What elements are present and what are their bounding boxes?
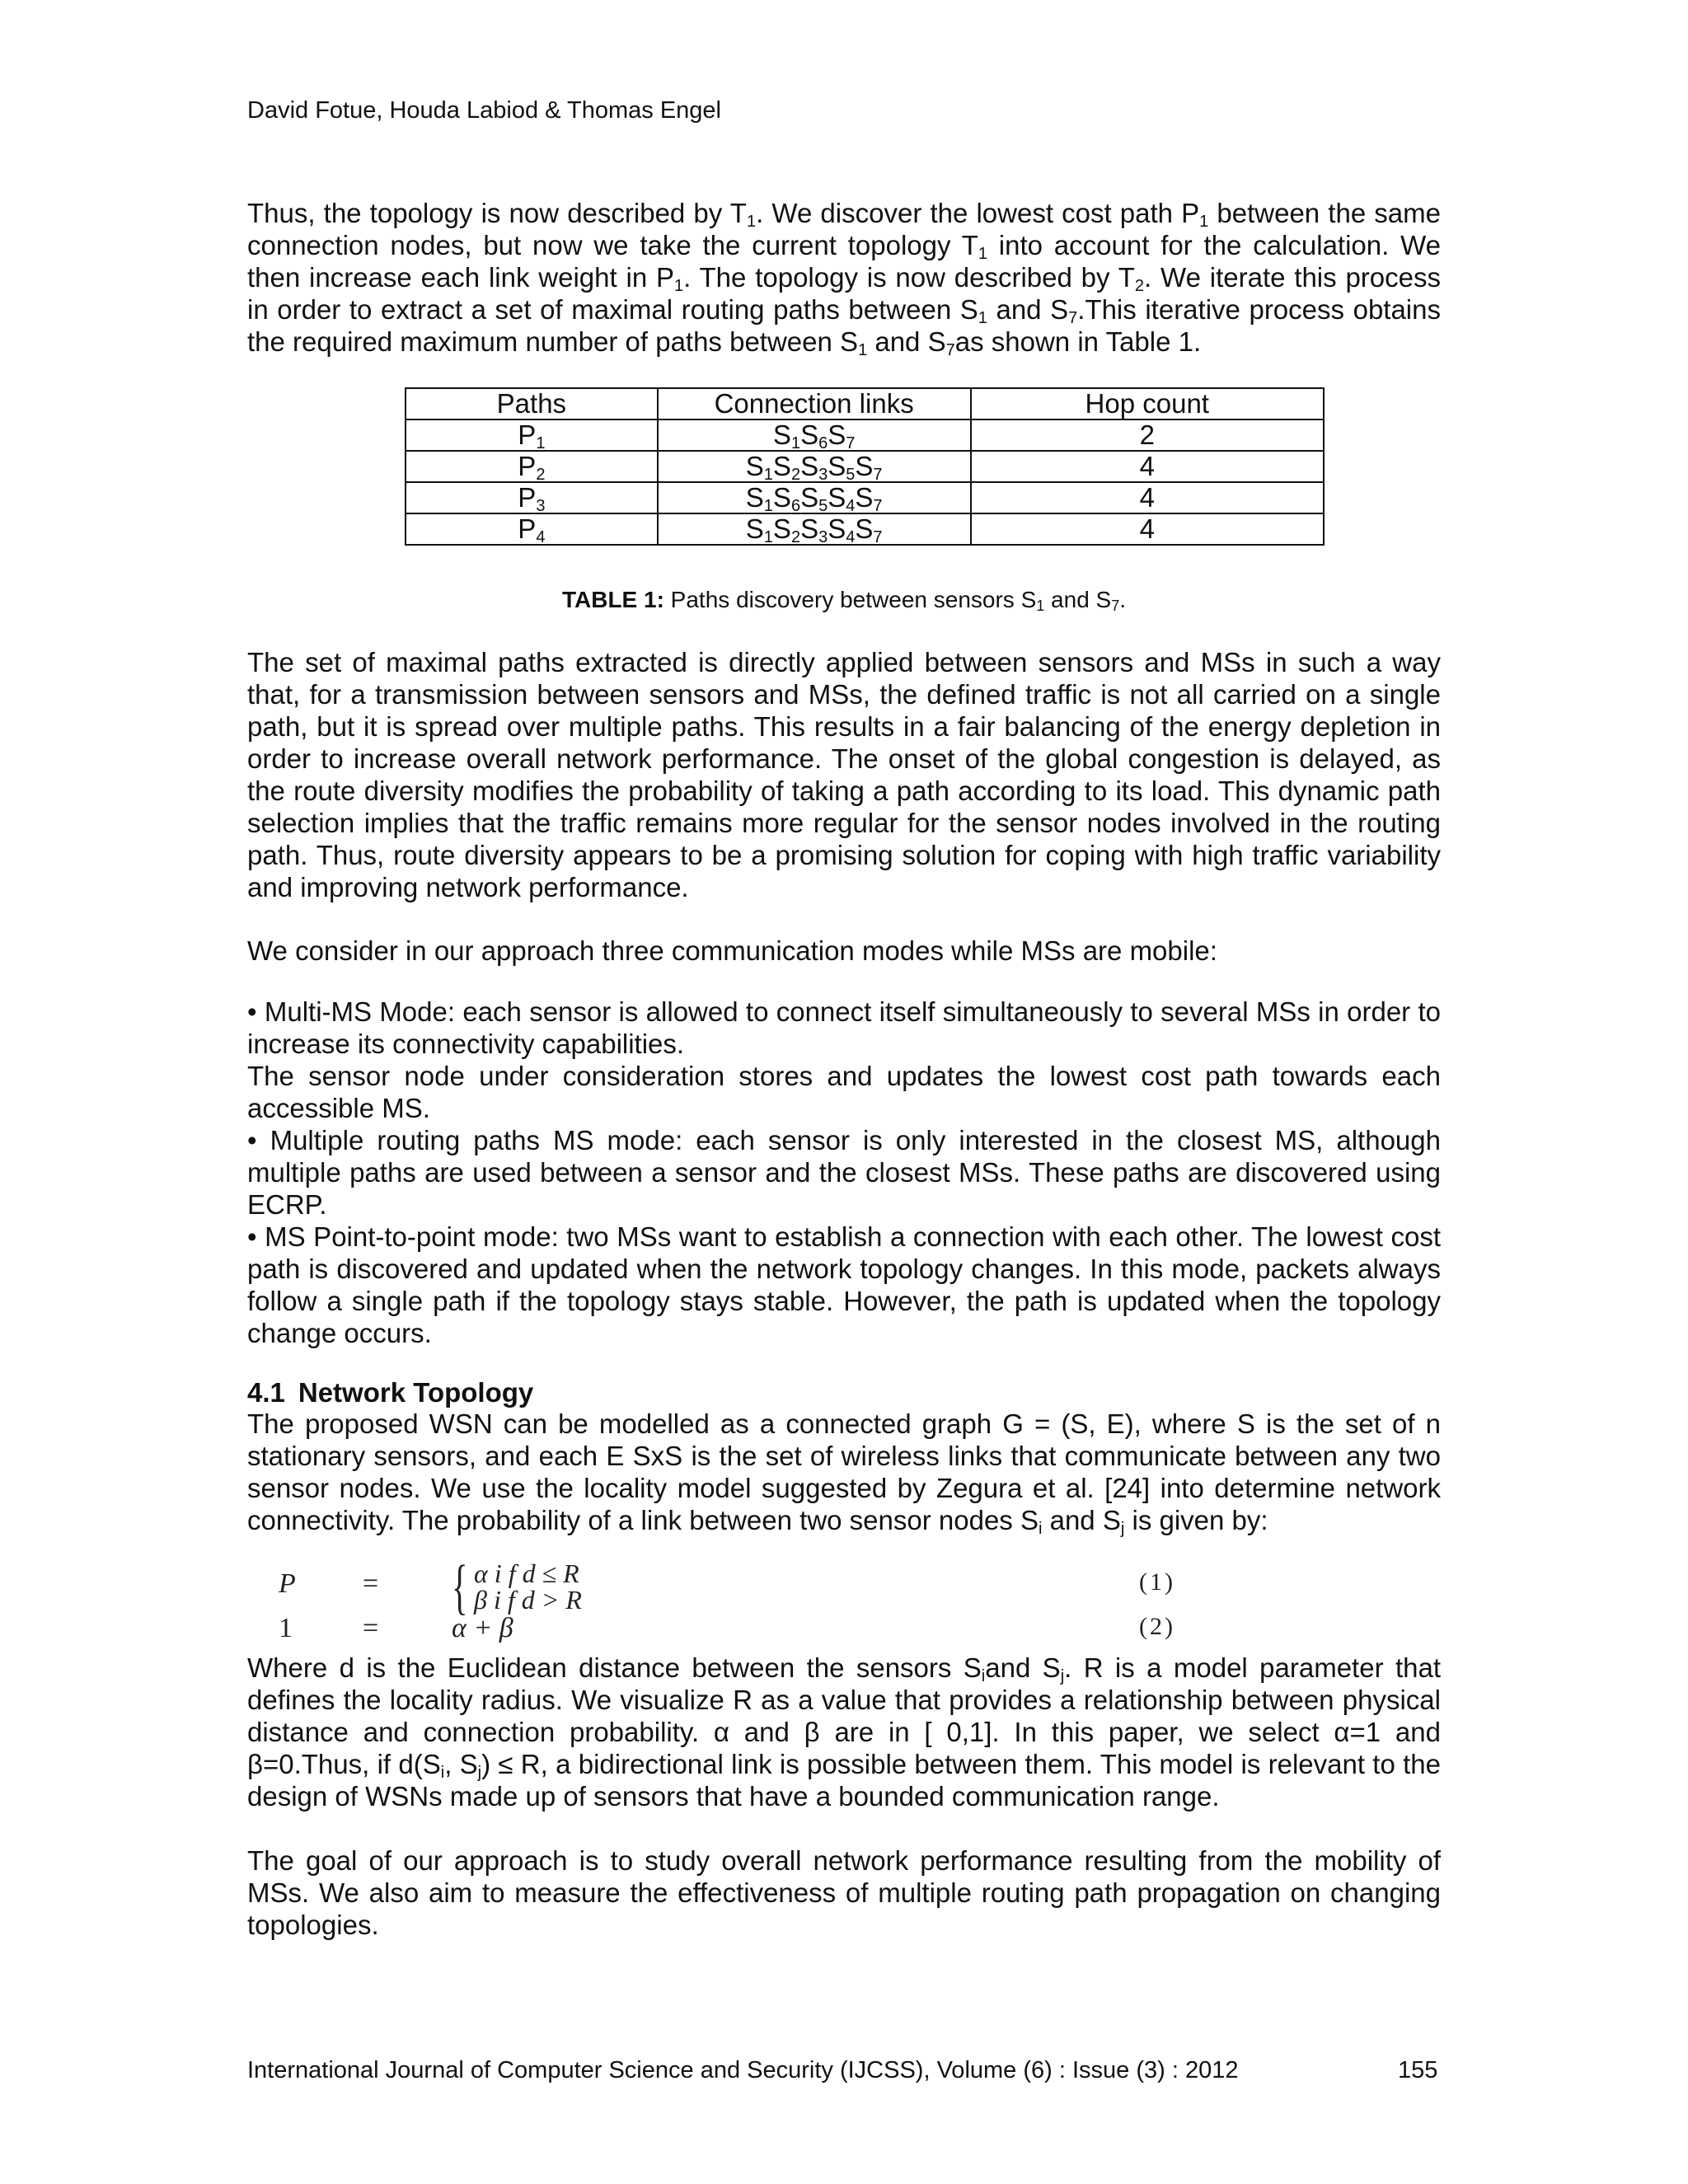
equation-1-number: (1) [1139, 1568, 1175, 1596]
running-header: David Fotue, Houda Labiod & Thomas Engel [247, 97, 721, 124]
paragraph-modes-intro: We consider in our approach three communication modes while MSs are mobile: [247, 935, 1217, 966]
cell-path: $P_4$ [406, 513, 658, 545]
section-number: 4.1 [247, 1377, 285, 1408]
paragraph-topology-iteration: Thus, the topology is now described by $T_1$. We discover the lowest cost path $P_1$ between the same connection nodes, but now we take the current topology $T_1$ into account for the calculation. We then increase each link weight in $P_1$. The topology is now described by $T_2$. We iterate this process in order to extract a set of maximal routing paths between $S_1$ and $S_7.This$ iterative process obtains the required maximum number of paths between $S_1$ and $S_7as$ shown in Table 1. [247, 198, 1442, 359]
paths-table [405, 387, 1325, 546]
cell-hop-count: 4 [971, 451, 1324, 482]
equation-1: P = { α i f d ≤ R β i f d > R (1) [279, 1554, 1175, 1621]
equation-2-number: (2) [1139, 1613, 1175, 1640]
cell-connection-links: $S_1S_2S_3S_5S_7$ [658, 451, 971, 482]
table-row [406, 419, 1324, 451]
mode-multi-ms: • Multi-MS Mode: each sensor is allowed to connect itself simultaneously to several MSs in order to increase its connectivity capabilities. [247, 996, 1441, 1059]
modes-list [247, 996, 1441, 1349]
cell-path: $P_1$ [406, 419, 658, 451]
cell-connection-links: $S_1S_2S_3S_4S_7$ [658, 513, 971, 545]
header-connection-links: Connection links [658, 388, 971, 419]
equation-1-case-1: α i f d ≤ R [474, 1558, 579, 1588]
cell-connection-links: $S_1S_6S_5S_4S_7$ [658, 482, 971, 513]
table-header-row [406, 388, 1324, 419]
mode-multiple-paths: • Multiple routing paths MS mode: each sensor is only interested in the closest MS, although multiple paths are used between a sensor and the closest MSs. These paths are discovered using ECRP. [247, 1125, 1441, 1220]
left-brace-icon: { [452, 1554, 468, 1621]
paragraph-maximal-paths: The set of maximal paths extracted is directly applied between sensors and MSs in such a way that, for a transmission between sensors and MSs, the defined traffic is not all carried on a single path, but it is spread over multiple paths. This results in a fair balancing of the energy depletion in order to increase overall network performance. The onset of the global congestion is delayed, as the route diversity modifies the probability of taking a path according to its load. This dynamic path selection implies that the traffic remains more regular for the sensor nodes involved in the routing path. Thus, route diversity appears to be a promising solution for coping with high traffic variability and improving network performance. [247, 647, 1441, 902]
section-title: Network Topology [298, 1377, 534, 1408]
cell-path: $P_2$ [406, 451, 658, 482]
table-body [406, 419, 1324, 545]
paragraph-goal: The goal of our approach is to study overall network performance resulting from the mobility of MSs. We also aim to measure the effectiveness of multiple routing path propagation on changing topologies. [247, 1845, 1441, 1940]
table-row [406, 451, 1324, 482]
cell-hop-count: 4 [971, 482, 1324, 513]
table-row [406, 482, 1324, 513]
cell-path: $P_3$ [406, 482, 658, 513]
equations-block [272, 1554, 1179, 1648]
cell-hop-count: 2 [971, 419, 1324, 451]
page-number: 155 [1398, 2057, 1438, 2083]
section-heading [247, 1376, 1441, 1408]
paragraph-locality-model: Where d is the Euclidean distance between the sensors $S_iand$ $S_j$. R is a model parameter that defines the locality radius. We visualize R as a value that provides a relationship between physical distance and connection probability. α and β are in [ 0,1]. In this paper, we select α=1 and β=0.Thus, if $d(S_i$, $S_j) \le R$, a bidirectional link is possible between them. This model is relevant to the design of WSNs made up of sensors that have a bounded communication range. [247, 1652, 1441, 1811]
table-caption: TABLE 1: Paths discovery between sensors $S_1$ and $S_7$. [561, 587, 1127, 614]
cell-connection-links: $S_1S_6S_7$ [658, 419, 971, 451]
paragraph-network-topology: The proposed WSN can be modelled as a connected graph G = (S, E), where S is the set of n stationary sensors, and each E SxS is the set of wireless links that communicate between any two sensor nodes. We use the locality model suggested by Zegura et al. [24] into determine network connectivity. The probability of a link between two sensor nodes $S_i$ and $S_j$ is given by: [247, 1408, 1441, 1538]
header-hop-count: Hop count [971, 388, 1324, 419]
equation-2: 1 = α + β (2) [279, 1613, 1175, 1643]
equation-1-case-2: β i f d > R [474, 1585, 582, 1615]
mode-point-to-point: • MS Point-to-point mode: two MSs want to establish a connection with each other. The lowest cost path is discovered and updated when the network topology changes. In this mode, packets always follow a single path if the topology stays stable. However, the path is updated when the topology change occurs. [247, 1221, 1441, 1348]
mode-multi-ms-note: The sensor node under consideration stores and updates the lowest cost path towards each accessible MS. [247, 1061, 1441, 1123]
table-row [406, 513, 1324, 545]
cell-hop-count: 4 [971, 513, 1324, 545]
footer-journal: International Journal of Computer Science and Security (IJCSS), Volume (6) : Issue (3) : 2012 [247, 2057, 1239, 2083]
header-paths: Paths [406, 388, 658, 419]
